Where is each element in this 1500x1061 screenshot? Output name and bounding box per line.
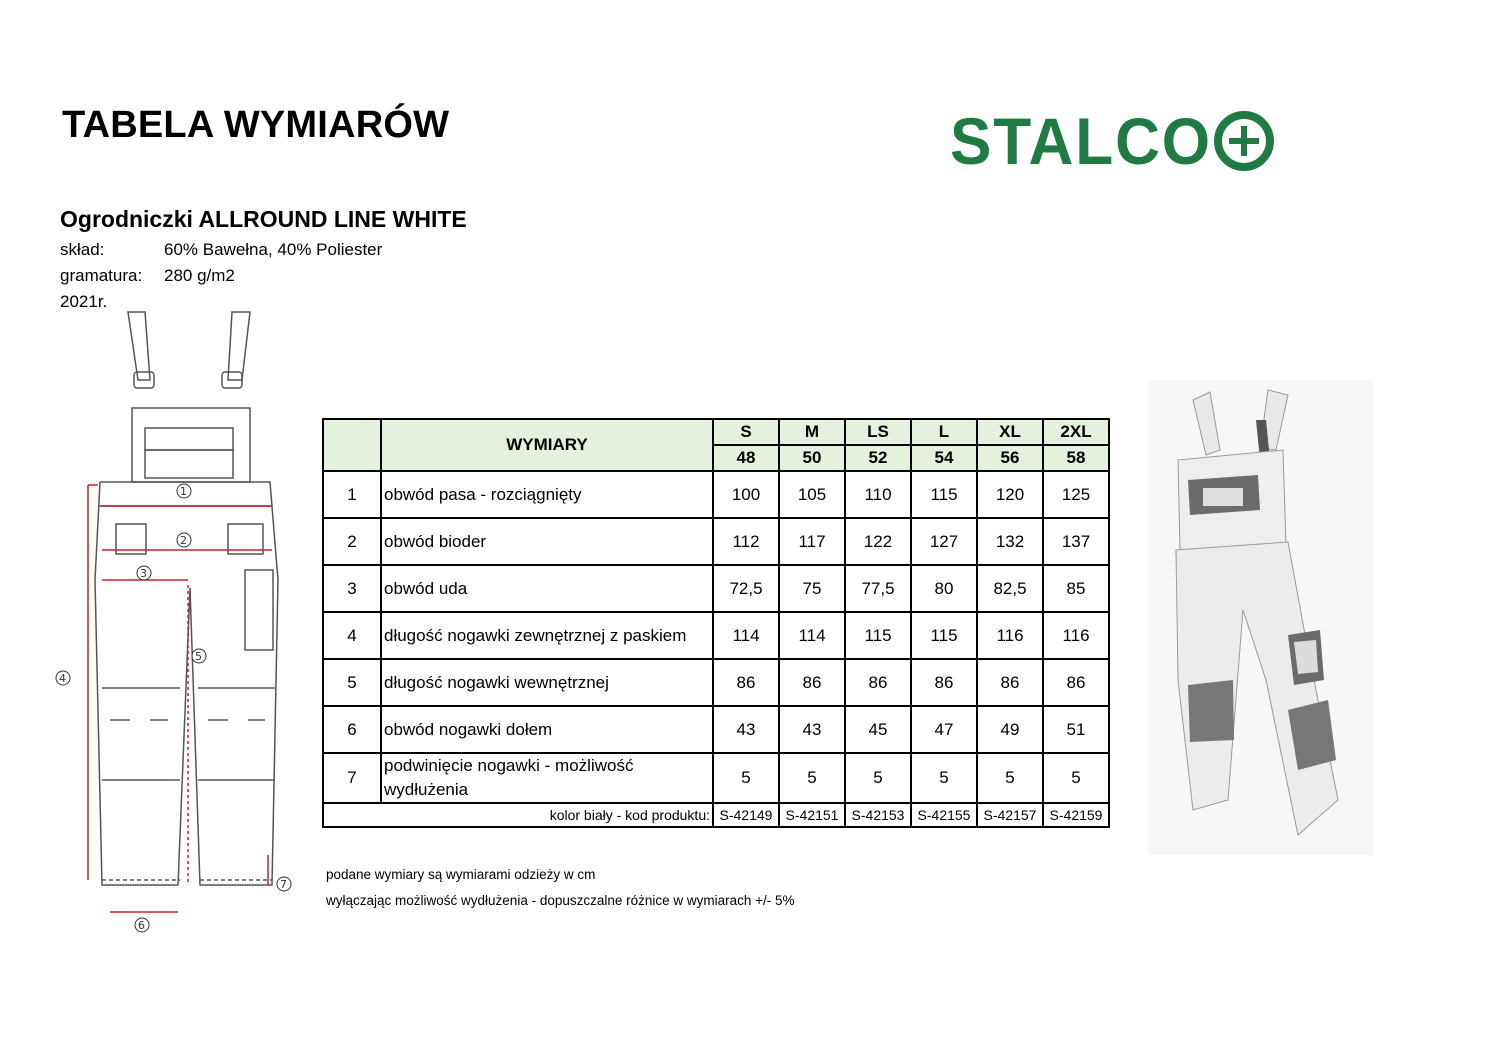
table-cell: 5 (845, 753, 911, 803)
table-cell: 86 (977, 659, 1043, 706)
overalls-technical-drawing (50, 310, 310, 945)
table-cell: 116 (977, 612, 1043, 659)
size-number-header: 56 (977, 445, 1043, 471)
marker-2: 2 (180, 534, 187, 547)
row-number: 4 (323, 612, 381, 659)
table-cell: 105 (779, 471, 845, 518)
table-cell: 77,5 (845, 565, 911, 612)
table-cell: 47 (911, 706, 977, 753)
product-code: S-42155 (911, 803, 977, 827)
marker-3: 3 (140, 567, 147, 580)
size-header: LS (845, 419, 911, 445)
marker-4: 4 (59, 672, 66, 685)
row-description: długość nogawki wewnętrznej (381, 659, 713, 706)
table-cell: 114 (713, 612, 779, 659)
table-cell: 115 (911, 471, 977, 518)
table-cell: 82,5 (977, 565, 1043, 612)
row-description: obwód nogawki dołem (381, 706, 713, 753)
table-cell: 5 (1043, 753, 1109, 803)
table-cell: 115 (845, 612, 911, 659)
product-code-row (323, 803, 1109, 827)
table-cell: 51 (1043, 706, 1109, 753)
table-cell: 72,5 (713, 565, 779, 612)
marker-6: 6 (138, 919, 145, 932)
row-description: obwód uda (381, 565, 713, 612)
weight-label: gramatura: (60, 266, 143, 285)
table-cell: 100 (713, 471, 779, 518)
table-cell: 116 (1043, 612, 1109, 659)
row-description: podwinięcie nogawki - możliwość wydłużenia (381, 753, 713, 803)
product-code: S-42153 (845, 803, 911, 827)
table-cell: 125 (1043, 471, 1109, 518)
marker-1: 1 (180, 485, 187, 498)
row-number: 6 (323, 706, 381, 753)
table-cell: 5 (977, 753, 1043, 803)
size-header: XL (977, 419, 1043, 445)
table-cell: 86 (713, 659, 779, 706)
product-photo (1148, 380, 1373, 860)
table-cell: 110 (845, 471, 911, 518)
table-cell: 5 (911, 753, 977, 803)
table-cell: 49 (977, 706, 1043, 753)
page-title: TABELA WYMIARÓW (62, 104, 450, 146)
table-cell: 86 (845, 659, 911, 706)
size-table (322, 418, 1110, 828)
table-cell: 43 (713, 706, 779, 753)
weight-value: 280 g/m2 (164, 266, 235, 285)
table-cell: 117 (779, 518, 845, 565)
table-cell: 86 (911, 659, 977, 706)
brand-logo (950, 108, 1280, 179)
size-header: M (779, 419, 845, 445)
note-tolerance: wyłączając możliwość wydłużenia - dopuszczalne różnice w wymiarach +/- 5% (326, 893, 795, 908)
size-number-header: 52 (845, 445, 911, 471)
table-cell: 75 (779, 565, 845, 612)
table-cell: 132 (977, 518, 1043, 565)
table-cell: 85 (1043, 565, 1109, 612)
table-cell: 120 (977, 471, 1043, 518)
size-header: S (713, 419, 779, 445)
table-row (323, 471, 1109, 518)
table-row (323, 565, 1109, 612)
row-number: 5 (323, 659, 381, 706)
table-cell: 86 (779, 659, 845, 706)
product-code: S-42157 (977, 803, 1043, 827)
row-description: obwód bioder (381, 518, 713, 565)
product-code-label: kolor biały - kod produktu: (323, 803, 713, 827)
size-header: 2XL (1043, 419, 1109, 445)
row-number: 2 (323, 518, 381, 565)
table-cell: 122 (845, 518, 911, 565)
table-row (323, 612, 1109, 659)
row-number: 1 (323, 471, 381, 518)
size-number-header: 54 (911, 445, 977, 471)
product-code: S-42149 (713, 803, 779, 827)
table-cell: 45 (845, 706, 911, 753)
row-number: 3 (323, 565, 381, 612)
table-cell: 115 (911, 612, 977, 659)
product-code: S-42151 (779, 803, 845, 827)
marker-5: 5 (195, 650, 202, 663)
header-corner (323, 419, 381, 471)
product-code: S-42159 (1043, 803, 1109, 827)
table-cell: 114 (779, 612, 845, 659)
row-description: obwód pasa - rozciągnięty (381, 471, 713, 518)
table-cell: 112 (713, 518, 779, 565)
note-units: podane wymiary są wymiarami odzieży w cm (326, 867, 596, 882)
composition-value: 60% Bawełna, 40% Poliester (164, 240, 383, 259)
year-label: 2021r. (60, 292, 108, 311)
product-name: Ogrodniczki ALLROUND LINE WHITE (60, 206, 467, 232)
table-cell: 127 (911, 518, 977, 565)
size-number-header: 58 (1043, 445, 1109, 471)
brand-wordmark: STALCO (950, 108, 1212, 174)
table-row (323, 753, 1109, 803)
header-wymiary: WYMIARY (381, 419, 713, 471)
size-header: L (911, 419, 977, 445)
table-cell: 80 (911, 565, 977, 612)
stalco-logo-icon (950, 108, 1280, 174)
size-number-header: 48 (713, 445, 779, 471)
row-number: 7 (323, 753, 381, 803)
composition-label: skład: (60, 240, 105, 259)
table-cell: 137 (1043, 518, 1109, 565)
table-cell: 5 (779, 753, 845, 803)
table-row (323, 659, 1109, 706)
row-description: długość nogawki zewnętrznej z paskiem (381, 612, 713, 659)
size-number-header: 50 (779, 445, 845, 471)
table-row (323, 518, 1109, 565)
marker-7: 7 (280, 878, 287, 891)
table-cell: 43 (779, 706, 845, 753)
table-cell: 5 (713, 753, 779, 803)
table-cell: 86 (1043, 659, 1109, 706)
table-row (323, 706, 1109, 753)
